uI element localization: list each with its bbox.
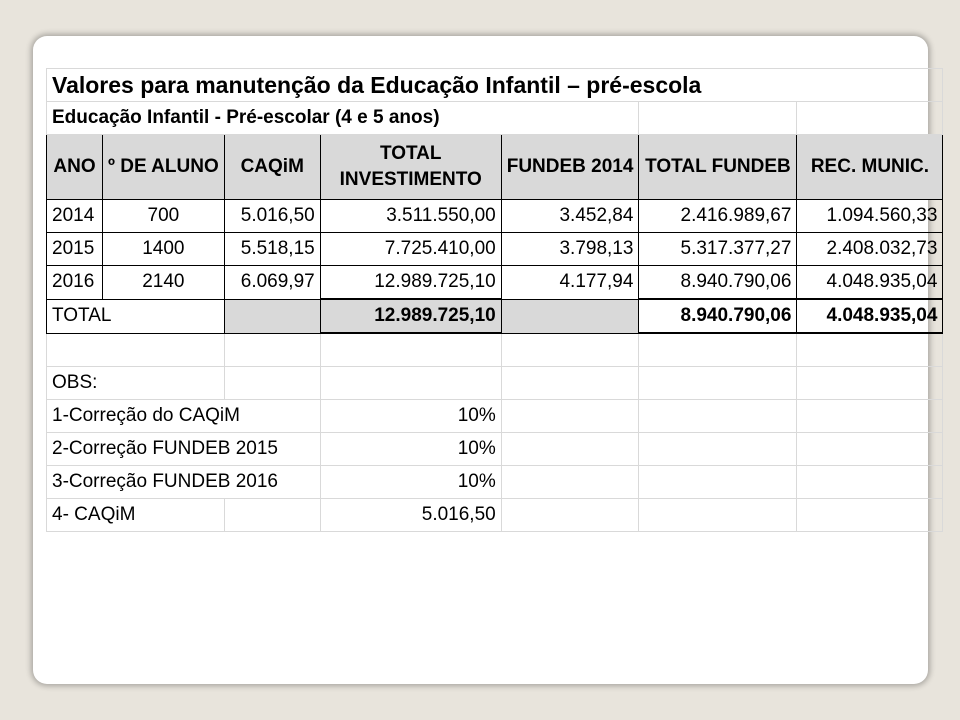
empty-row <box>47 333 943 367</box>
cell-ano: 2015 <box>47 233 103 266</box>
obs-item-value: 10% <box>320 466 501 499</box>
header-num-alunos: º DE ALUNO <box>103 135 225 200</box>
header-caqim: CAQiM <box>224 135 320 200</box>
header-total-investimento: TOTAL INVESTIMENTO <box>320 135 501 200</box>
cell-ano: 2014 <box>47 200 103 233</box>
total-empty-gray <box>224 299 320 333</box>
cell-rec-munic: 4.048.935,04 <box>797 266 943 300</box>
total-label: TOTAL <box>47 299 225 333</box>
title-row <box>47 69 943 102</box>
total-rec-munic: 4.048.935,04 <box>797 299 943 333</box>
sheet-title: Valores para manutenção da Educação Infantil – pré-escola <box>47 69 943 102</box>
cell-total-investimento: 3.511.550,00 <box>320 200 501 233</box>
cell-alunos: 700 <box>103 200 225 233</box>
cell-alunos: 1400 <box>103 233 225 266</box>
sheet-subtitle: Educação Infantil - Pré-escolar (4 e 5 anos) <box>47 102 639 135</box>
header-fundeb-2014: FUNDEB 2014 <box>501 135 639 200</box>
obs-item <box>47 499 943 532</box>
spreadsheet-table <box>46 68 943 532</box>
cell-total-investimento: 7.725.410,00 <box>320 233 501 266</box>
obs-item-value: 10% <box>320 433 501 466</box>
table-row <box>47 266 943 300</box>
cell-caqim: 5.016,50 <box>224 200 320 233</box>
total-empty-gray <box>501 299 639 333</box>
cell-fundeb-2014: 3.452,84 <box>501 200 639 233</box>
total-row <box>47 299 943 333</box>
cell-caqim: 6.069,97 <box>224 266 320 300</box>
obs-item-label: 2-Correção FUNDEB 2015 <box>47 433 321 466</box>
obs-item <box>47 433 943 466</box>
header-total-fundeb: TOTAL FUNDEB <box>639 135 797 200</box>
header-rec-munic: REC. MUNIC. <box>797 135 943 200</box>
cell-total-fundeb: 8.940.790,06 <box>639 266 797 300</box>
empty-cell <box>639 102 797 135</box>
total-investimento: 12.989.725,10 <box>320 299 501 333</box>
empty-cell <box>797 102 943 135</box>
cell-fundeb-2014: 3.798,13 <box>501 233 639 266</box>
cell-fundeb-2014: 4.177,94 <box>501 266 639 300</box>
obs-label: OBS: <box>47 367 225 400</box>
obs-item-label: 1-Correção do CAQiM <box>47 400 321 433</box>
header-ano: ANO <box>47 135 103 200</box>
table-row <box>47 200 943 233</box>
cell-rec-munic: 2.408.032,73 <box>797 233 943 266</box>
subtitle-row <box>47 102 943 135</box>
total-fundeb: 8.940.790,06 <box>639 299 797 333</box>
obs-item-label: 4- CAQiM <box>47 499 225 532</box>
cell-total-fundeb: 5.317.377,27 <box>639 233 797 266</box>
obs-item <box>47 400 943 433</box>
cell-ano: 2016 <box>47 266 103 300</box>
cell-total-fundeb: 2.416.989,67 <box>639 200 797 233</box>
cell-total-investimento: 12.989.725,10 <box>320 266 501 300</box>
cell-alunos: 2140 <box>103 266 225 300</box>
obs-item <box>47 466 943 499</box>
obs-item-value: 10% <box>320 400 501 433</box>
obs-item-value: 5.016,50 <box>320 499 501 532</box>
cell-caqim: 5.518,15 <box>224 233 320 266</box>
obs-row <box>47 367 943 400</box>
obs-item-label: 3-Correção FUNDEB 2016 <box>47 466 321 499</box>
table-row <box>47 233 943 266</box>
header-row <box>47 135 943 200</box>
cell-rec-munic: 1.094.560,33 <box>797 200 943 233</box>
